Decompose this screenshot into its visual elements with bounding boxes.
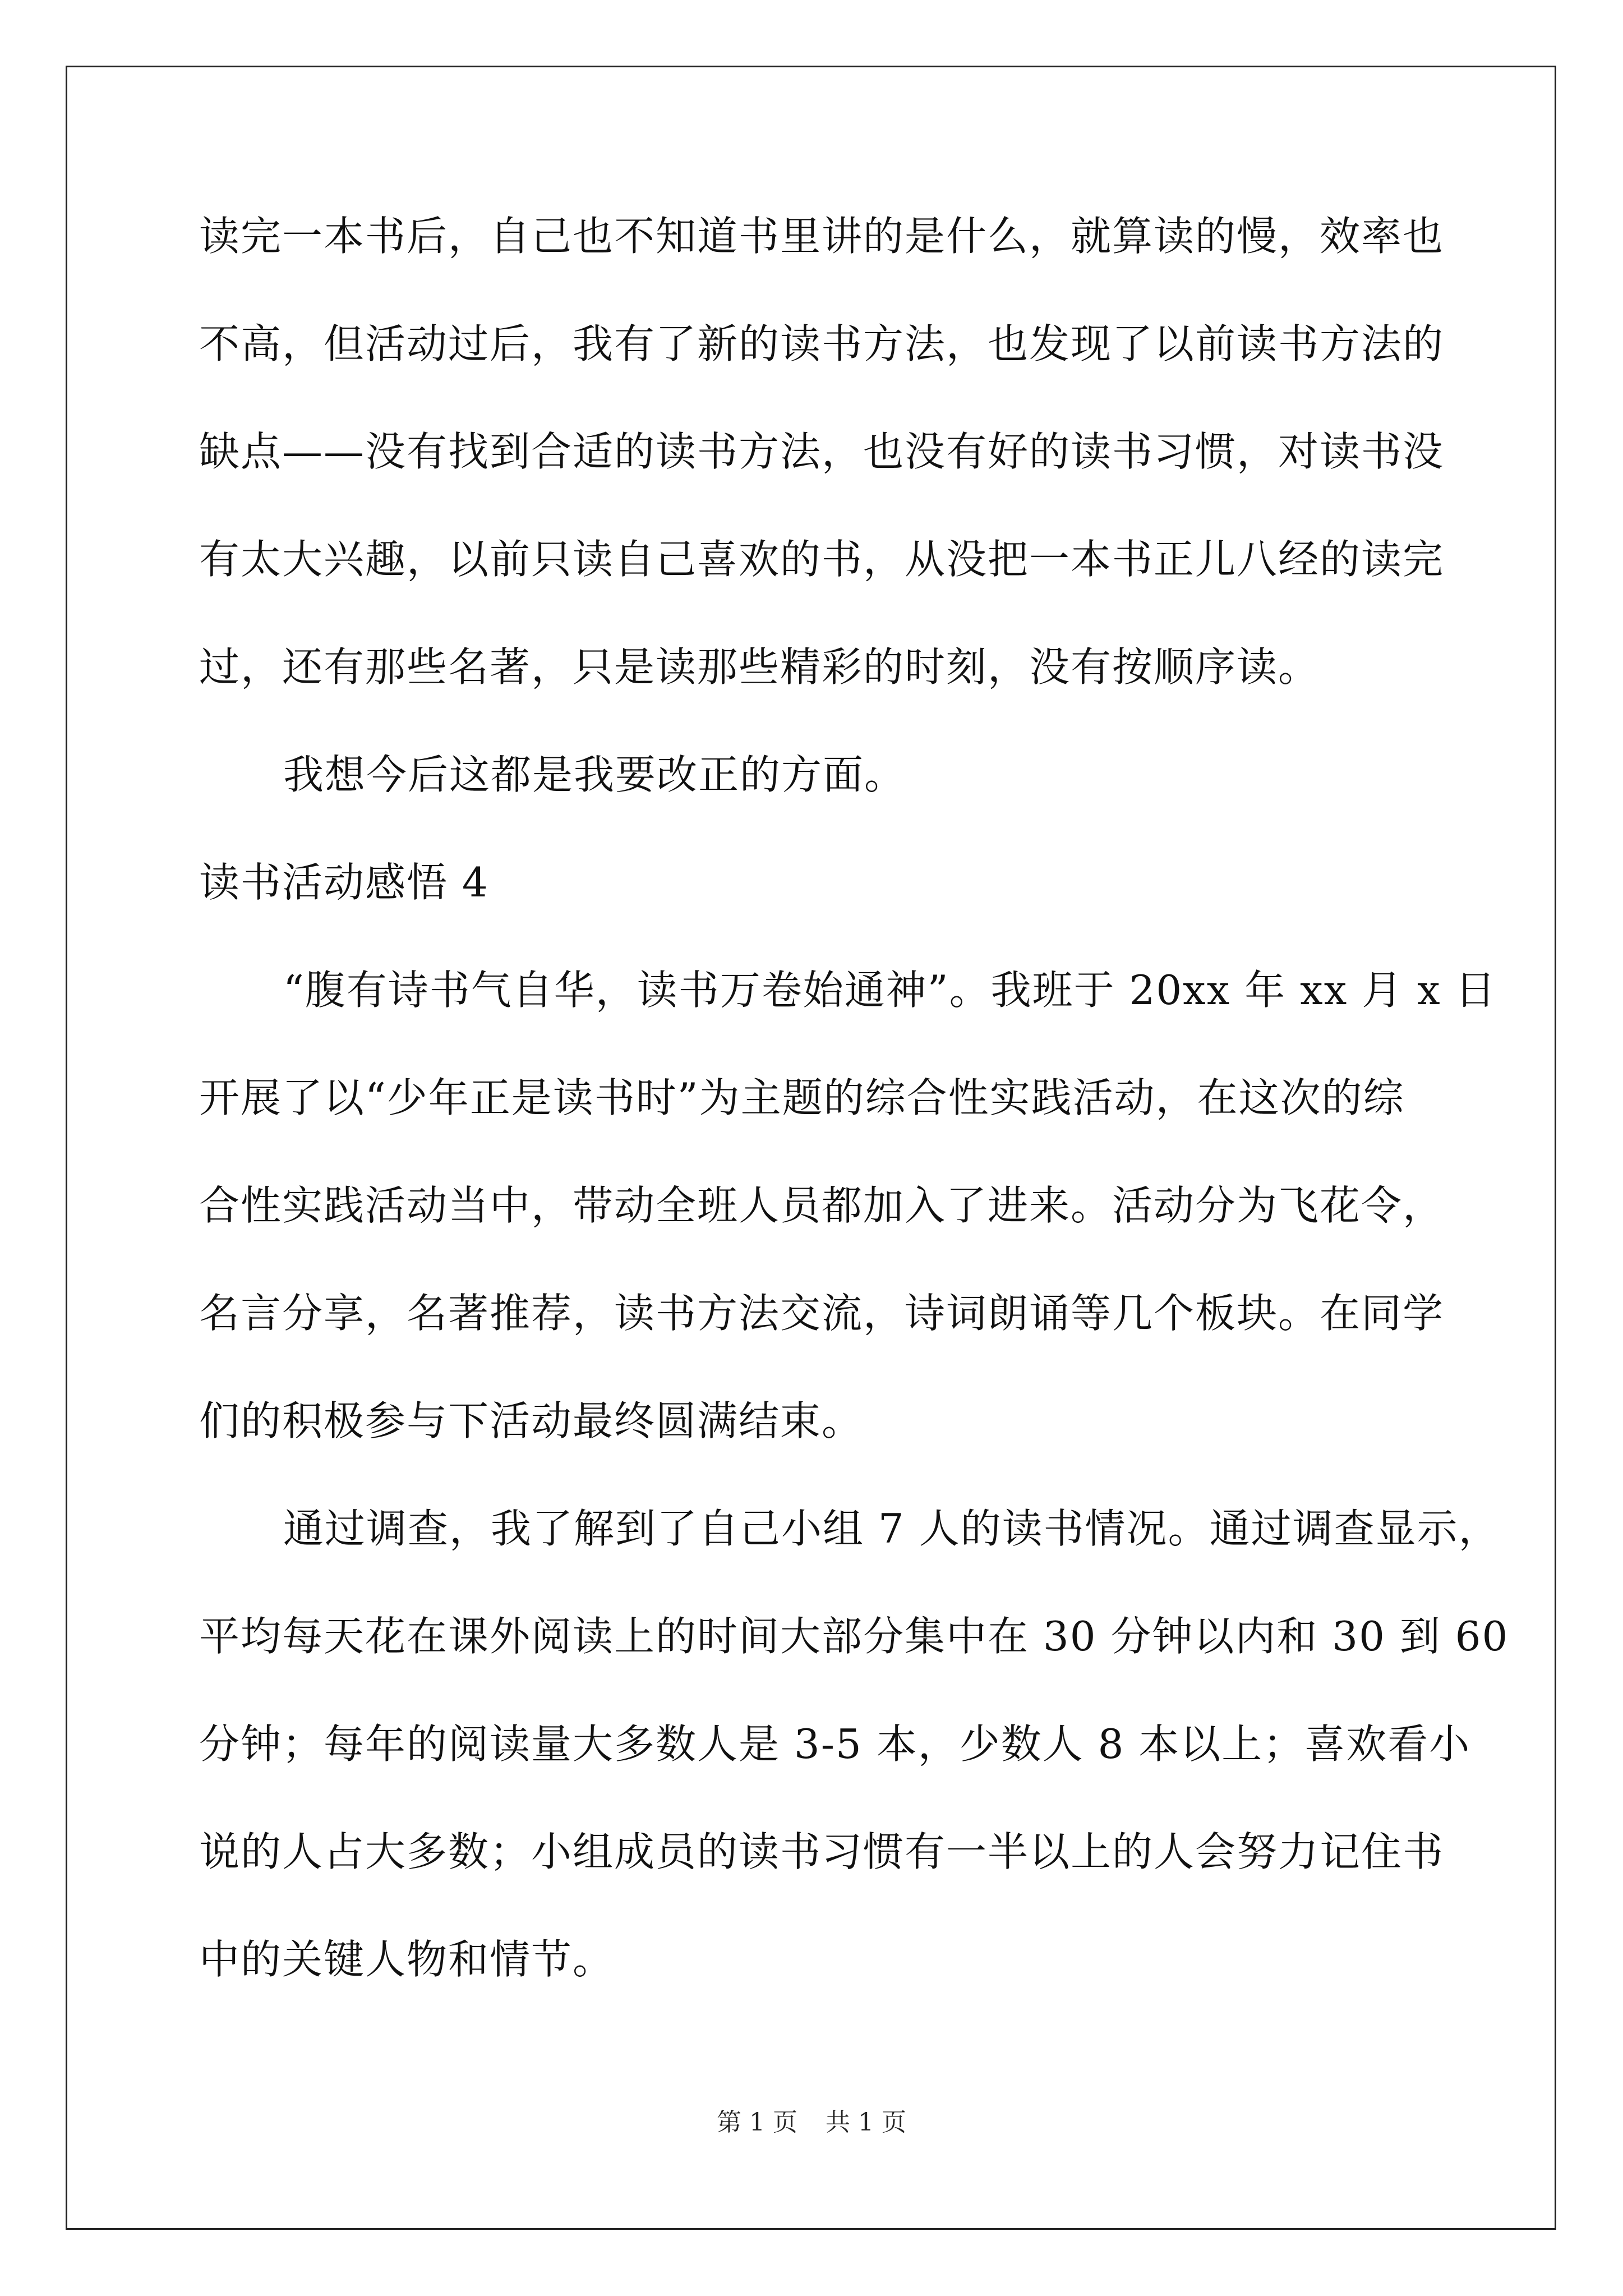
- text-line: 们的积极参与下活动最终圆满结束。: [199, 1397, 864, 1444]
- text-line: 我想今后这都是我要改正的方面。: [283, 751, 906, 798]
- document-body: [199, 213, 1509, 2047]
- text-line: 读完一本书后，自己也不知道书里讲的是什么，就算读的慢，效率也: [199, 213, 1445, 260]
- paragraph: [199, 967, 1497, 1444]
- text-line: 合性实践活动当中，带动全班人员都加入了进来。活动分为飞花令，: [199, 1182, 1445, 1229]
- page-footer: [0, 2110, 1623, 2135]
- text-line: 通过调查，我了解到了自己小组 7 人的读书情况。通过调查显示，: [283, 1505, 1500, 1552]
- page-total: 共 1 页: [826, 2108, 906, 2137]
- paragraph: [199, 751, 1433, 798]
- text-line: 缺点——没有找到合适的读书方法，也没有好的读书习惯，对读书没: [199, 428, 1445, 475]
- text-line: “腹有诗书气自华，读书万卷始通神”。我班于 20xx 年 xx 月 x 日: [283, 967, 1497, 1014]
- text-line: 平均每天花在课外阅读上的时间大部分集中在 30 分钟以内和 30 到 60: [199, 1613, 1509, 1660]
- text-line: 中的关键人物和情节。: [199, 1936, 615, 1983]
- page-number: 第 1 页: [717, 2108, 797, 2137]
- paragraph: [199, 213, 1445, 691]
- text-line: 名言分享，名著推荐，读书方法交流，诗词朗诵等几个板块。在同学: [199, 1290, 1445, 1337]
- text-line: 过，还有那些名著，只是读那些精彩的时刻，没有按顺序读。: [199, 643, 1320, 691]
- text-line: 开展了以“少年正是读书时”为主题的综合性实践活动，在这次的综: [199, 1074, 1405, 1121]
- text-line: 不高，但活动过后，我有了新的读书方法，也发现了以前读书方法的: [199, 320, 1445, 367]
- text-line: 说的人占大多数；小组成员的读书习惯有一半以上的人会努力记住书: [199, 1828, 1445, 1875]
- section-heading: 读书活动感悟 4: [199, 859, 489, 906]
- text-line: 分钟；每年的阅读量大多数人是 3-5 本，少数人 8 本以上；喜欢看小: [199, 1720, 1471, 1768]
- paragraph: [199, 1505, 1509, 1983]
- text-line: 有太大兴趣，以前只读自己喜欢的书，从没把一本书正儿八经的读完: [199, 536, 1445, 583]
